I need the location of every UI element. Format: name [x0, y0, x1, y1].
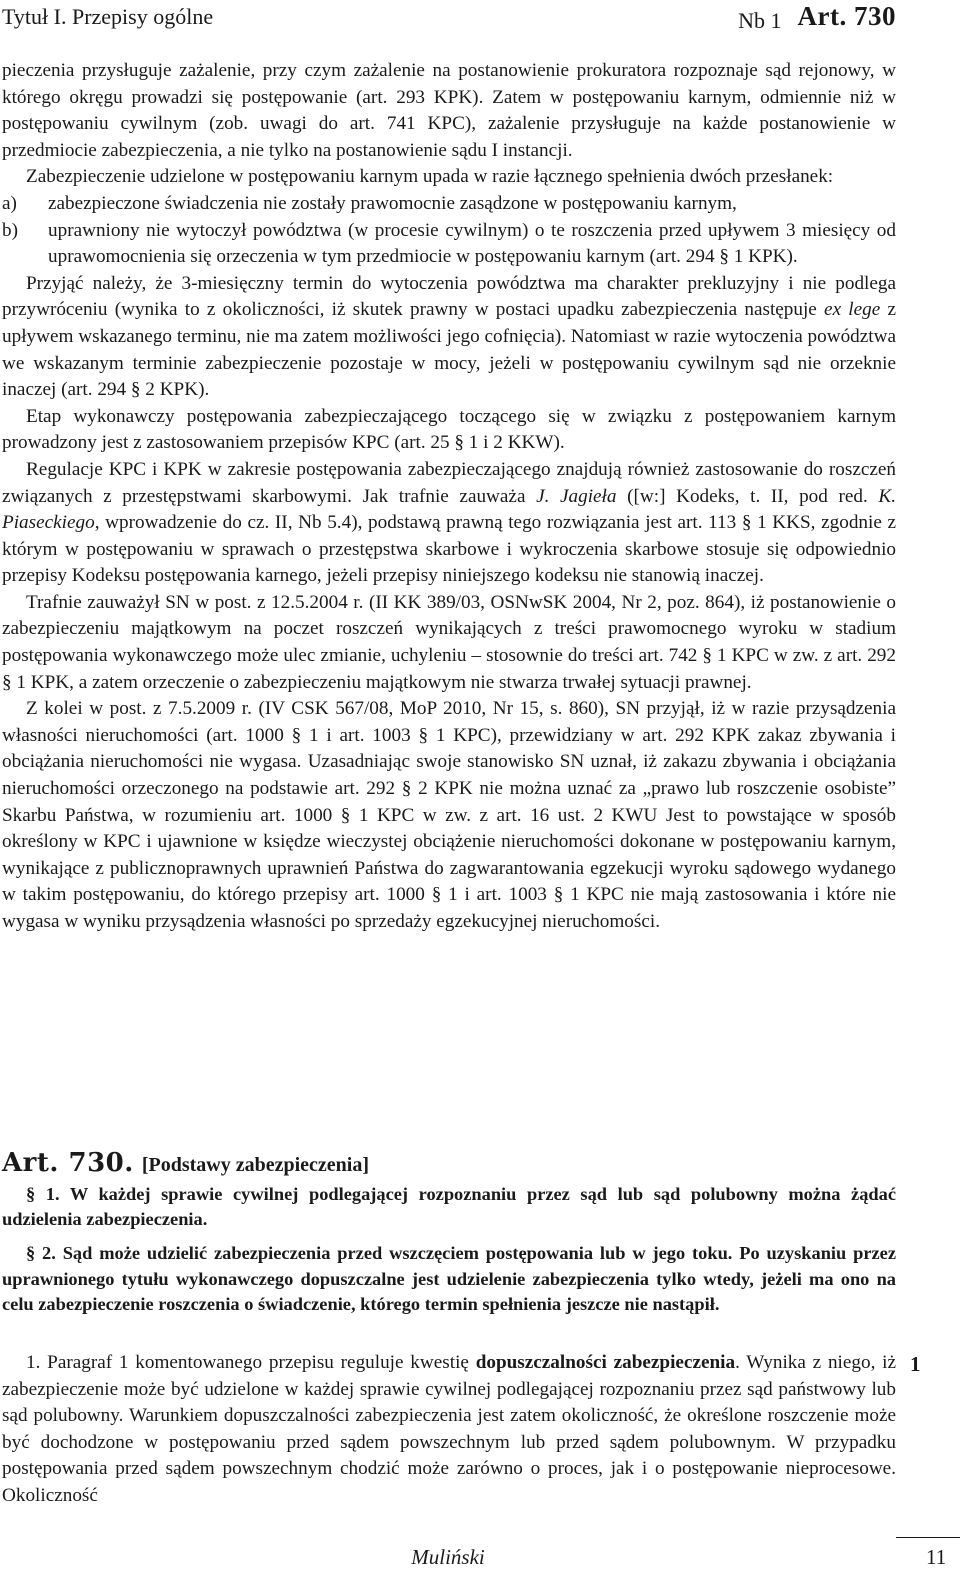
commentary-section [2, 1350, 896, 1510]
footer-author: Muliński [411, 1545, 485, 1569]
text-run: Przyjąć należy, że 3-miesięczny termin do wytoczenia powództwa ma charakter prekluzyjny i nie podlega przywróceniu (wynika to z okoliczności, iż skutek prawny w postaci upadku zabezpieczenia następuje [2, 272, 896, 321]
author-name: K. Piaseckiego [2, 485, 896, 534]
header-right [738, 1, 896, 35]
paragraph [2, 457, 896, 590]
statute-paragraph: § 2. Sąd może udzielić zabezpieczenia przed wszczęciem postępowania lub w jego toku. Po uzyskaniu przez uprawnionego tytułu wykonawczego dopuszczalne jest udzielenie zabezpieczenia tylko wtedy, jeżeli ma ono na celu zabezpieczenie roszczenia o świadczenie, którego termin spełnienia jeszcze nie nastąpił. [2, 1243, 896, 1314]
list-item [2, 191, 896, 218]
article-heading [2, 1148, 896, 1178]
key-term: dopuszczalności zabezpieczenia [475, 1352, 736, 1373]
list-marker: a) [2, 192, 17, 214]
text-run: , wprowadzenie do cz. II, Nb 5.4), podstawą prawną tego rozwiązania jest art. 113 § 1 KKS, zgodnie z którym w postępowaniu w sprawach o przestępstwa skarbowe i wykroczenia skarbowe stosuje się odpowiednio przepisy Kodeksu postępowania karnego, jeżeli przepisy niniejszego kodeksu nie stanowią inaczej. [2, 512, 896, 587]
list-item [2, 218, 896, 271]
latin-phrase: ex lege [824, 299, 881, 321]
text-run: ([w:] Kodeks, t. II, pod red. [616, 485, 879, 507]
commentary-body [2, 58, 896, 936]
paragraph: pieczenia przysługuje zażalenie, przy czym zażalenie na postanowienie prokuratora rozpoznaje sąd rejonowy, w którego okręgu prowadzi się postępowanie (art. 293 KPK). Zatem w postępowaniu karnym, odmiennie niż w postępowaniu cywilnym (zob. uwagi do art. 741 KPC), zażalenie przysługuje na każde postanowienie w przedmiocie zabezpieczenia, a nie tylko na postanowienie sądu I instancji. [2, 60, 896, 161]
paragraph [2, 1350, 896, 1510]
paragraph: Z kolei w post. z 7.5.2009 r. (IV CSK 567/08, MoP 2010, Nr 15, s. 860), SN przyjął, iż w razie przysądzenia własności nieruchomości (art. 1000 § 1 i art. 1003 § 1 KPC), przewidziany w art. 292 KPK zakaz zbywania i obciążania nieruchomości nie wygasa. Uzasadniając swoje stanowisko SN uznał, iż zakazu zbywania i obciążania nieruchomości orzeczonego na podstawie art. 292 § 2 KPK nie można uznać za „prawo lub roszczenie osobiste” Skarbu Państwa, w rozumieniu art. 1000 § 1 KPC w zw. z art. 16 ust. 2 KWU Jest to powstające w sposób określony w KPC i ujawnione w księdze wieczystej obciążenie nieruchomości dokonane w postępowaniu karnym, wynikające z publicznoprawnych uprawnień Państwa do zagwarantowania egzekucji wyroku sądowego wydanego w takim postępowaniu, do którego przepisy art. 1000 § 1 i art. 1003 § 1 KPC nie mają zastosowania i które nie wygasa w wyniku przysądzenia własności po sprzedaży egzekucyjnej nieruchomości. [2, 698, 896, 932]
list-text: zabezpieczone świadczenia nie zostały prawomocnie zasądzone w postępowaniu karnym, [48, 192, 737, 214]
author-name: J. Jagieła [536, 485, 617, 507]
paragraph: Etap wykonawczy postępowania zabezpieczającego toczącego się w związku z postępowaniem karnym prowadzony jest z zastosowaniem przepisów KPC (art. 25 § 1 i 2 KKW). [2, 405, 896, 454]
text-run: z upływem wskazanego terminu, nie ma zatem możliwości jego cofnięcia). Natomiast w razie wytoczenia powództwa we wskazanym terminie zabezpieczenie pozostaje w mocy, jeżeli w postępowaniu cywilnym sąd nie orzeknie inaczej (art. 294 § 2 KPK). [2, 299, 896, 401]
footer-rule [896, 1537, 960, 1538]
page-number: 11 [926, 1545, 947, 1569]
paragraph [2, 271, 896, 404]
list-text: uprawniony nie wytoczył powództwa (w procesie cywilnym) o te roszczenia przed upływem 3 miesięcy od uprawomocnienia się orzeczenia w tym przedmiocie w postępowaniu karnym (art. 294 § 1 KPK). [48, 219, 896, 268]
header-margin-number: Nb 1 [738, 8, 782, 33]
paragraph: Trafnie zauważył SN w post. z 12.5.2004 r. (II KK 389/03, OSNwSK 2004, Nr 2, poz. 864), iż postanowienie o zabezpieczeniu majątkowym na poczet roszczeń wynikających z treści prawomocnego wyroku w stadium postępowania wykonawczego może ulec zmianie, uchyleniu – stosownie do treści art. 742 § 1 KPC w zw. z art. 292 § 1 KPK, a zatem orzeczenie o zabezpieczeniu majątkowym nie stwarza trwałej sytuacji prawnej. [2, 591, 896, 693]
text-run: . Wynika z niego, iż zabezpieczenie może być udzielone w każdej sprawie cywilnej podlegającej rozpoznaniu przez sąd państwowy lub sąd polubowny. Warunkiem dopuszczalności zabezpieczenia jest zatem okoliczność, że określone roszczenie może być dochodzone w postępowaniu przed sądem powszechnym lub przed sądem polubownym. W przypadku postępowania przed sądem powszechnym chodzić może zarówno o proces, jak i o postępowanie nieprocesowe. Okoliczność [2, 1352, 897, 1506]
text-run: Regulacje KPC i KPK w zakresie postępowania zabezpieczającego znajdują również zastosowanie do roszczeń związanych z przestępstwami skarbowymi. Jak trafnie zauważa [2, 458, 896, 507]
margin-number: 1 [910, 1352, 921, 1376]
paragraph: Zabezpieczenie udzielone w postępowaniu karnym upada w razie łącznego spełnienia dwóch przesłanek: [26, 166, 834, 188]
statute-text [2, 1182, 896, 1317]
article-title: [Podstawy zabezpieczenia] [141, 1154, 369, 1176]
statute-paragraph: § 1. W każdej sprawie cywilnej podlegającej rozpoznaniu przez sąd lub sąd polubowny można żądać udzielenia zabezpieczenia. [2, 1184, 896, 1230]
header-article: Art. 730 [797, 1, 896, 31]
list-marker: b) [2, 219, 18, 241]
header-title: Tytuł I. Przepisy ogólne [2, 4, 214, 29]
text-run: 1. Paragraf 1 komentowanego przepisu reguluje kwestię [26, 1352, 476, 1373]
article-number: Art. 730. [2, 1148, 134, 1178]
running-header [2, 1, 896, 33]
